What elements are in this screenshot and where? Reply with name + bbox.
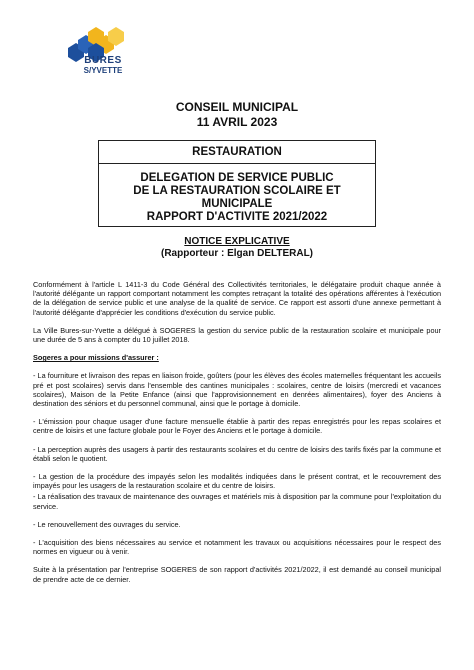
logo-line1: BURES: [84, 55, 122, 66]
paragraph-conclusion: Suite à la présentation par l'entreprise SOGERES de son rapport d'activités 2021/2022, il est demandé au conseil municipal de prendre acte de ce dernier.: [33, 565, 441, 584]
box-line3: RAPPORT D'ACTIVITE 2021/2022: [146, 211, 328, 223]
box-line1: DELEGATION DE SERVICE PUBLIC: [140, 172, 334, 184]
box-line2: DE LA RESTAURATION SCOLAIRE ET MUNICIPALE: [133, 185, 341, 210]
header-date: 11 AVRIL 2023: [196, 115, 278, 129]
logo-line2: S/YVETTE: [83, 66, 123, 75]
box-subtitle: [99, 172, 375, 224]
mission-item: - La fourniture et livraison des repas en liaison froide, goûters (pour les élèves des écoles maternelles fréquentant les accueils pré et post scolaires) servis dans l'ensemble des cantines municipales : scolaires, centre de loisirs (mercredi et vacances scolaires), Maison de la Petite Enfance (ainsi que l'approvisionnement en denrées alimentaires), foyer des Anciens à destination des séniors et du personnel communal, ainsi que le portage à domicile.: [33, 371, 441, 409]
notice-heading: [0, 236, 474, 260]
box-title: RESTAURATION: [192, 146, 282, 158]
mission-item: - L'acquisition des biens nécessaires au service et notamment les travaux ou acquisitions nécessaires pour le respect des normes en vigueur ou à venir.: [33, 538, 441, 557]
mission-item: - Le renouvellement des ouvrages du service.: [33, 519, 181, 529]
logo-text: [58, 56, 148, 76]
header-council: CONSEIL MUNICIPAL: [175, 100, 299, 114]
missions-heading: Sogeres a pour missions d'assurer :: [33, 353, 159, 363]
mission-item: - L'émission pour chaque usager d'une facture mensuelle établie à partir des repas enregistrés pour les repas scolaires et centre de loisirs et une facture globale pour le Foyer des Anciens et le portage à domicile.: [33, 417, 441, 436]
document-body: [33, 280, 441, 593]
mission-item: - La réalisation des travaux de maintenance des ouvrages et matériels mis à disposition par la commune pour l'exploitation du service.: [33, 492, 441, 511]
paragraph-legal: Conformément à l'article L 1411-3 du Code Général des Collectivités territoriales, le délégataire produit chaque année à l'autorité délégante un rapport comportant notamment les comptes retraçant la totalité des opérations afférentes à l'exécution de la délégation de service public et une analyse de la qualité de service. Ce rapport est assorti d'une annexe permettant à l'autorité délégante d'apprécier les conditions d'exécution du service public.: [33, 280, 441, 317]
notice-rapporteur: (Rapporteur : Elgan DELTERAL): [160, 248, 314, 259]
mission-item: - La perception auprès des usagers à partir des restaurants scolaires et du centre de loisirs des tarifs fixés par la commune et établi selon le quotient.: [33, 444, 441, 463]
title-box: [98, 140, 376, 227]
mission-item: - La gestion de la procédure des impayés selon les modalités indiquées dans le présent contrat, et le recouvrement des impayés pour les usagers de la restauration scolaire et du centre de loisirs.: [33, 472, 441, 491]
paragraph-delegation: La Ville Bures-sur-Yvette a délégué à SOGERES la gestion du service public de la restauration scolaire et municipale pour une durée de 5 ans à compter du 10 juillet 2018.: [33, 325, 441, 345]
box-divider: [99, 163, 375, 164]
notice-title: NOTICE EXPLICATIVE: [184, 236, 290, 247]
